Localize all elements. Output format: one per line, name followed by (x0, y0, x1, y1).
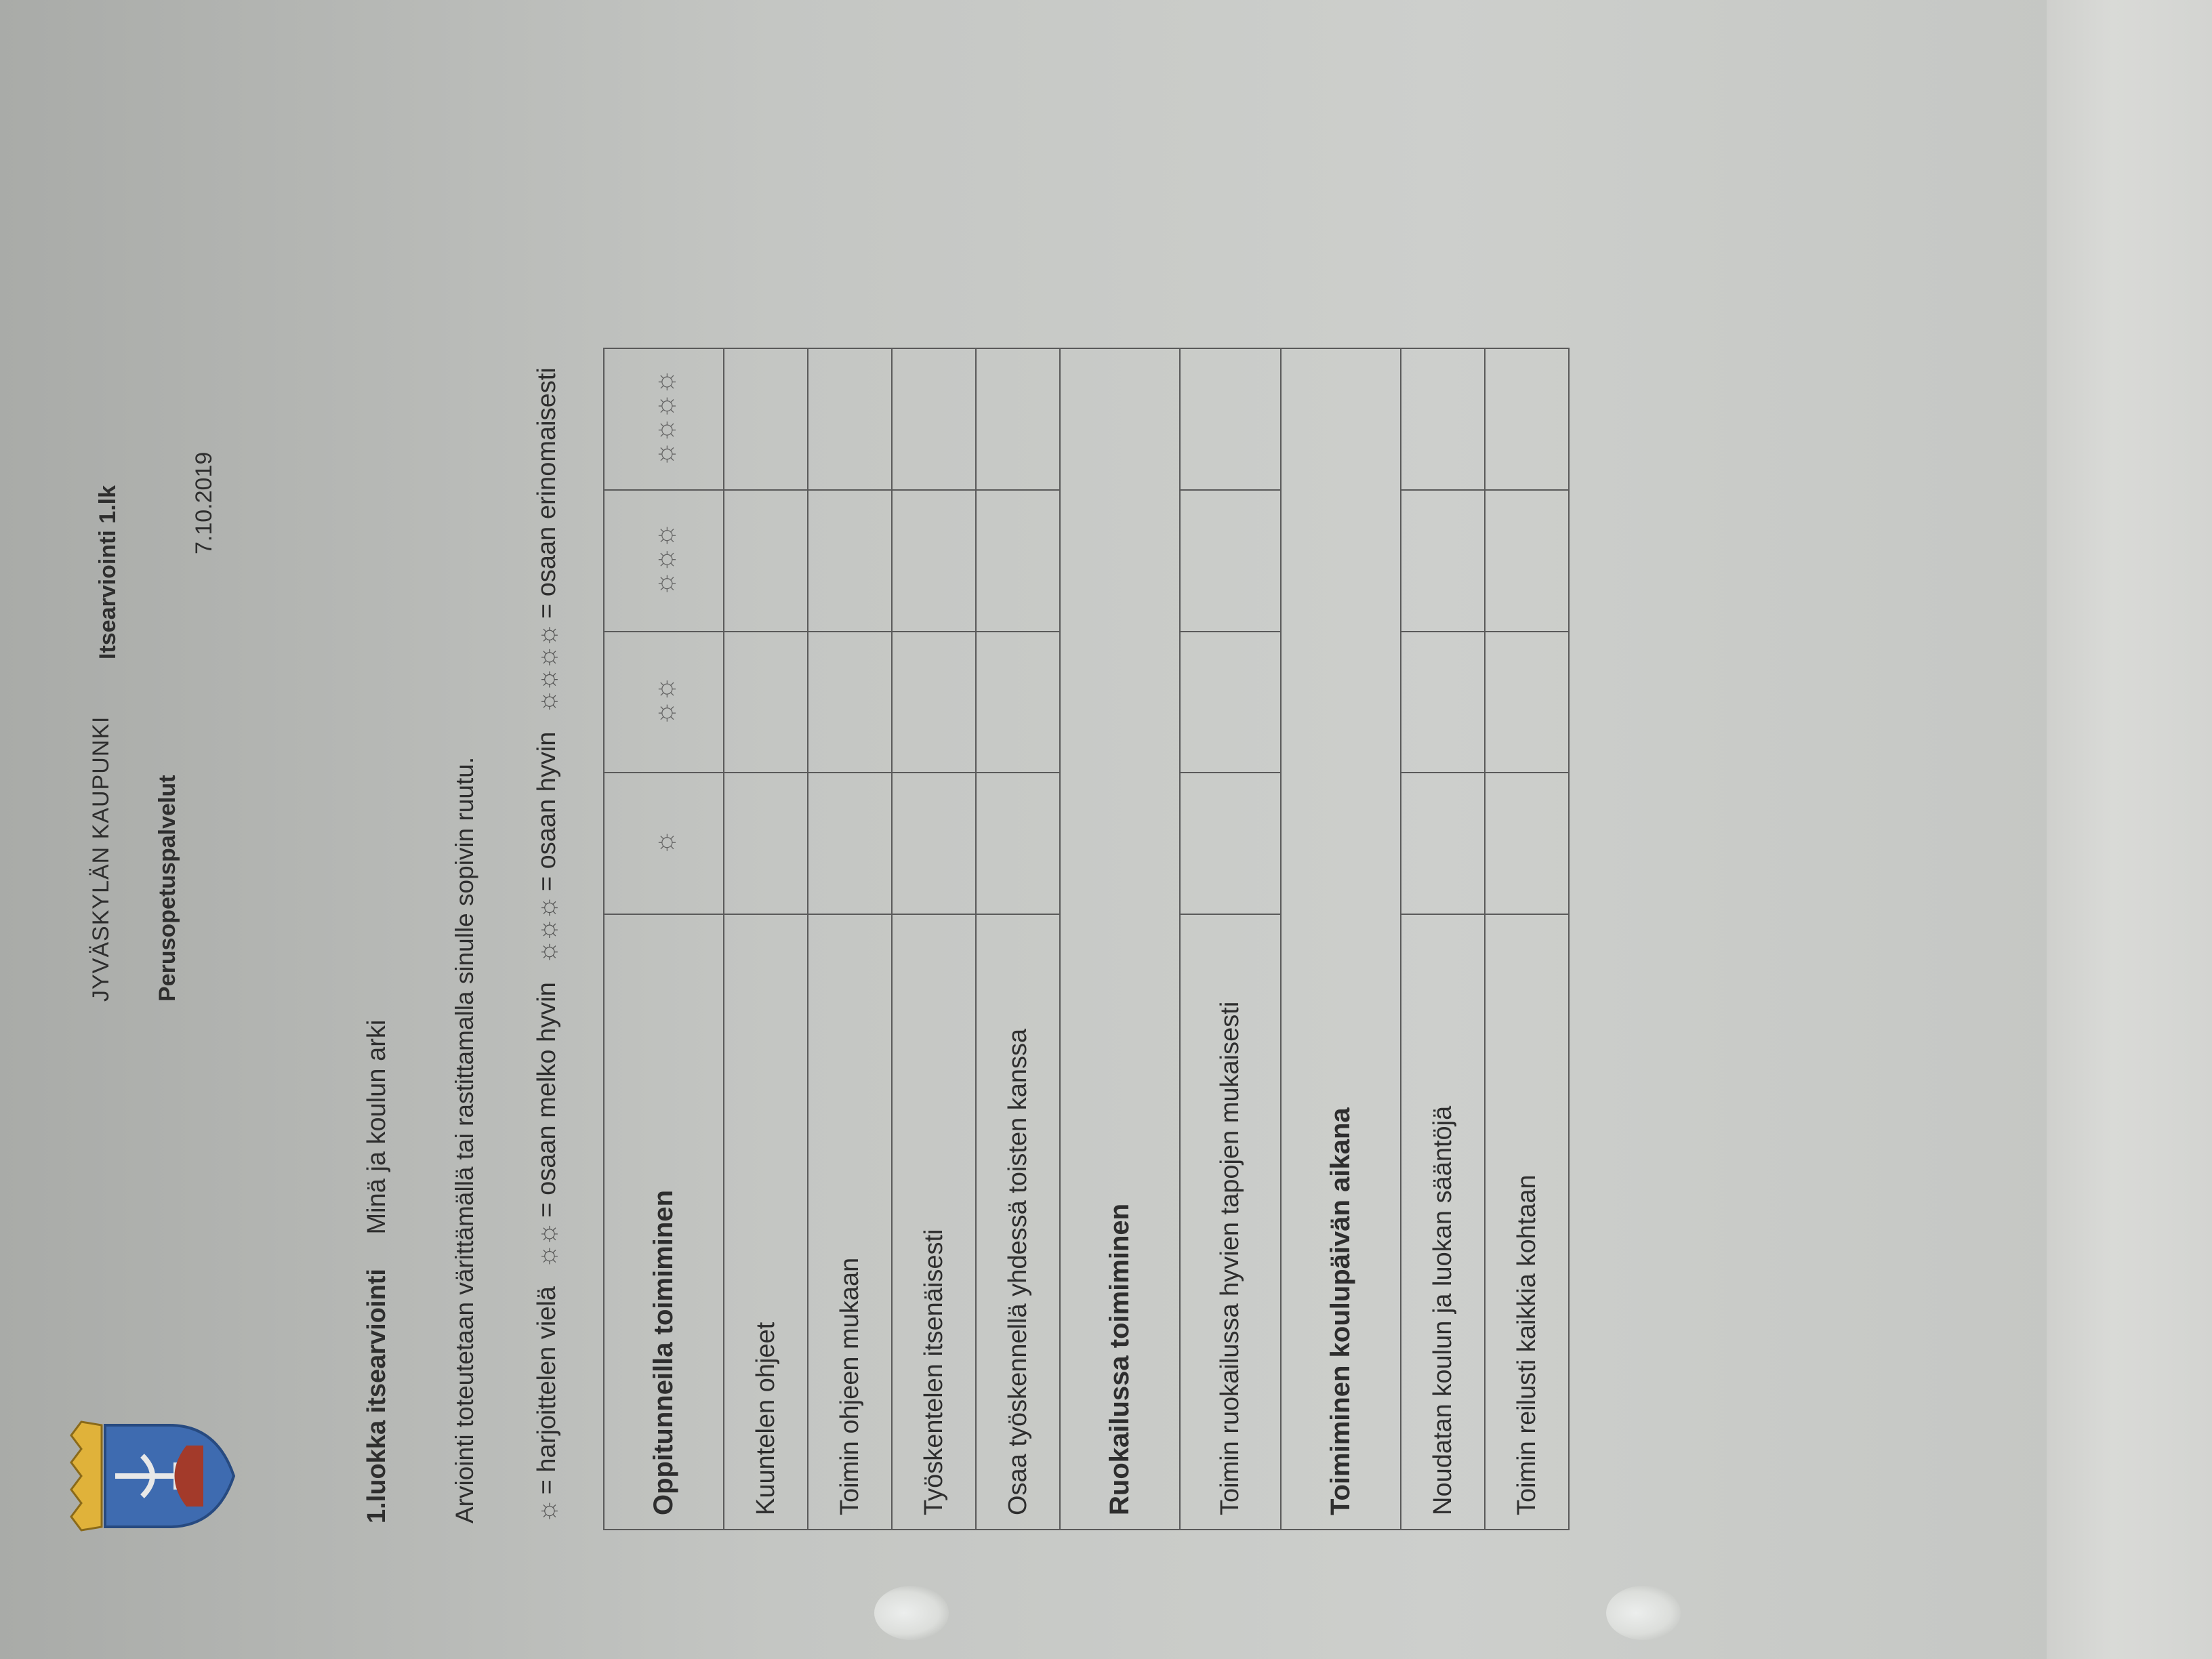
table-row (724, 348, 808, 1530)
table-section-row (1281, 348, 1401, 1530)
rating-cell[interactable] (1180, 490, 1281, 632)
form-subtitle: Minä ja koulun arki (363, 1019, 391, 1235)
rating-cell[interactable] (976, 490, 1060, 632)
rating-cell[interactable] (892, 773, 976, 914)
sun-icon: ☼☼ (532, 1224, 562, 1269)
sun-icon: ☼☼☼ (532, 898, 562, 965)
rating-cell[interactable] (808, 773, 892, 914)
legend-label: = osaan hyvin (533, 731, 561, 892)
rating-cell[interactable] (724, 632, 808, 773)
rating-cell[interactable] (808, 490, 892, 632)
row-label: Toimin ruokailussa hyvien tapojen mukaisesti (1180, 914, 1281, 1530)
row-label: Työskentelen itsenäisesti (892, 914, 976, 1530)
section-title: Oppitunneilla toimiminen (604, 914, 724, 1530)
rating-cell[interactable] (808, 348, 892, 490)
city-crest-logo (68, 1408, 237, 1544)
rating-cell[interactable] (1485, 348, 1569, 490)
document-title: Itsearviointi 1.lk (95, 485, 121, 659)
row-label: Noudatan koulun ja luokan sääntöjä (1401, 914, 1485, 1530)
organization-name: JYVÄSKYLÄN KAUPUNKI (88, 716, 114, 1002)
rating-cell[interactable] (1485, 490, 1569, 632)
rating-cell[interactable] (892, 348, 976, 490)
legend-label: = osaan erinomaisesti (533, 367, 561, 619)
form-heading (363, 1020, 392, 1523)
table-row (976, 348, 1060, 1530)
legend-label: = osaan melko hyvin (533, 982, 561, 1218)
sun-icon: ☼ (532, 1501, 562, 1523)
row-label: Toimin reilusti kaikkia kohtaan (1485, 914, 1569, 1530)
rating-cell[interactable] (892, 490, 976, 632)
assessment-table (603, 348, 1570, 1530)
rating-cell[interactable] (1180, 348, 1281, 490)
table-row (1180, 348, 1281, 1530)
table-section-row (1060, 348, 1180, 1530)
rating-cell[interactable] (1401, 348, 1485, 490)
rating-cell[interactable] (1401, 773, 1485, 914)
rating-cell[interactable] (724, 773, 808, 914)
rating-cell[interactable] (976, 632, 1060, 773)
instruction-text: Arviointi toteutetaan värittämällä tai rastittamalla sinulle sopivin ruutu. (451, 756, 478, 1523)
sun-icon: ☼☼☼ (604, 490, 724, 632)
rating-cell[interactable] (1180, 773, 1281, 914)
rating-legend (532, 350, 562, 1523)
rating-cell[interactable] (1180, 632, 1281, 773)
table-row (1485, 348, 1569, 1530)
rating-cell[interactable] (892, 632, 976, 773)
rating-cell[interactable] (1485, 632, 1569, 773)
sun-icon: ☼ (604, 773, 724, 914)
rating-cell[interactable] (1401, 490, 1485, 632)
rating-cell[interactable] (724, 490, 808, 632)
row-label: Kuuntelen ohjeet (724, 914, 808, 1530)
table-section-row (604, 348, 724, 1530)
sun-icon: ☼☼ (604, 632, 724, 773)
row-label: Toimin ohjeen mukaan (808, 914, 892, 1530)
document-date: 7.10.2019 (191, 451, 217, 554)
rating-cell[interactable] (976, 348, 1060, 490)
rating-cell[interactable] (808, 632, 892, 773)
section-title: Toimiminen koulupäivän aikana (1281, 348, 1401, 1530)
legend-label: = harjoittelen vielä (533, 1286, 561, 1495)
rating-cell[interactable] (1485, 773, 1569, 914)
sun-icon: ☼☼☼☼ (604, 348, 724, 490)
background-paper (2047, 0, 2212, 1659)
rating-cell[interactable] (976, 773, 1060, 914)
table-row (1401, 348, 1485, 1530)
rating-cell[interactable] (724, 348, 808, 490)
sun-icon: ☼☼☼☼ (532, 625, 562, 714)
row-label: Osaa työskennellä yhdessä toisten kanssa (976, 914, 1060, 1530)
table-row (808, 348, 892, 1530)
form-title: 1.luokka itsearviointi (363, 1269, 391, 1523)
department-name: Perusopetuspalvelut (155, 775, 180, 1002)
table-row (892, 348, 976, 1530)
section-title: Ruokailussa toimiminen (1060, 348, 1180, 1530)
rating-cell[interactable] (1401, 632, 1485, 773)
